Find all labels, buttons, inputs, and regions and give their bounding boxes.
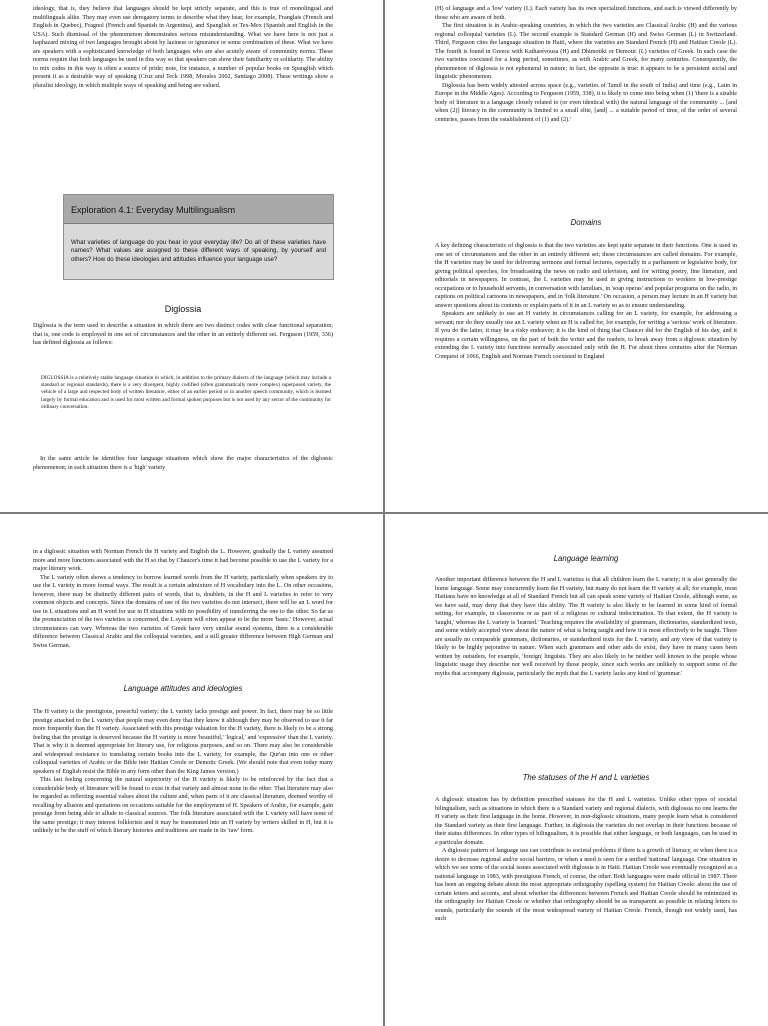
page1-closing-block bbox=[33, 455, 333, 472]
page1-diglossia-block bbox=[33, 304, 333, 314]
page4-paragraph-2: A diglossic situation has by definition prescribed statuses for the H and L varieties. Unlike other types of societal bilingualism, such as situations in which there is a Standard variety and regional dialects, with diglossia no one learns the H variety as their first language in the home. However, in non-diglossic situations, many people learn what is considered the Standard variety as their first language. Further, in diglossia the varieties do not overlap in their functions because of their status differences. In other types of bilingualism, it is possible that either language, or both languages, can be used in a particular domain. bbox=[435, 797, 737, 846]
page3-paragraph-1: in a diglossic situation with Norman French the H variety and English the L. However, gradually the L variety assumed more and more functions associated with the H so that by Chaucer's time it had become possible to use the L variety for a major literary work. bbox=[33, 549, 333, 572]
page4-lower-block bbox=[435, 796, 737, 924]
page3-paragraph-4: This last feeling concerning the natural superiority of the H variety is likely to be reinforced by the fact that a considerable body of literature will be found to exist in that variety and almost none in the other. That literature may also be regarded as reflecting essential values about the culture and, when parts of it are classical literature, deemed worthy of recalling by allusion and quotations on occasions suitable for the employment of H. Speakers of Arabic, for example, gain prestige from being able to allude to classical sources. The folk literature associated with the L variety will have none of the same prestige; it may interest folklorists and it may be transmuted into an H variety by writers skilled in H, but it is unlikely to be the stuff of which literary histories and traditions are made in its 'raw' form. bbox=[33, 777, 333, 834]
page4-heading2-block bbox=[435, 773, 737, 782]
heading-statuses: The statuses of the H and L varieties bbox=[522, 773, 650, 782]
page1-intro-paragraph: ideology, that is, they believe that languages should be kept strictly separate, and this is true of monolingual and multilinguals alike. They may even use derogatory terms to describe what they hear, for example, Franglais (French and English in Quebec), Fragnol (French and Spanish in Argentina), and Spanglish or Tex-Mex (Spanish and English in the USA). Such dismissal of the phenomenon demonstrates serious misunderstanding. What we have here is not just a haphazard mixing of two languages brought about by laziness or ignorance or some combination of these. What we have are speakers with a sophisticated knowledge of both languages who are also acutely aware of community norms. These norms require that both languages be used in this way so that speakers can show their familiarity or solidarity. The ability to mix codes in this way is often a source of pride; note, for instance, a number of popular books on Spanglish which present it as a desirable way of speaking (Cruz and Teck 1998, Morales 2002, Santiago 2008). These writings show a pluralist ideology, in which multiple ways of speaking and being are valued. bbox=[33, 6, 333, 89]
page-top-right bbox=[385, 0, 768, 512]
page2-paragraph-2: The first situation is in Arabic-speaking countries, in which the two varieties are Classical Arabic (H) and the various regional colloquial varieties (L). The second example is Standard German (H) and Swiss German (L) in Switzerland. Third, Ferguson cites the language situation in Haiti, where the varieties are Standard French (H) and Haitian Creole (L). The fourth is found in Greece with Katharévousa (H) and Dhimotiki or Demotic (L) varieties of Greek. In each case the two varieties coexisted for a long period, sometimes, as with Arabic and Greek, for many centuries. Consequently, the phenomenon of diglossia is not ephemeral in nature; in fact, the opposite is true: it appears to be a persistent social and linguistic phenomenon. bbox=[435, 23, 737, 80]
exploration-title: Exploration 4.1: Everyday Multilingualism bbox=[64, 195, 333, 224]
page1-intro-block bbox=[33, 5, 333, 90]
exploration-body: What varieties of language do you hear in your everyday life? Do all of these varieties have names? What values are assigned to these different ways of speaking, by yourself and others? How do these ideologies and attitudes influence your language use? bbox=[71, 239, 326, 263]
page4-upper-block bbox=[435, 576, 737, 678]
diglossia-definition-quote: DIGLOSSIA is a relatively stable language situation in which, in addition to the primary dialects of the language (which may include a standard or regional standards), there is a very divergent, highly codified (often grammatically more complex) superposed variety, the vehicle of a large and respected body of written literature, either of an earlier period or in another speech community, which is learned largely by formal education and is used for most written and formal spoken purposes but is not used by any sector of the community for ordinary conversation. bbox=[41, 375, 331, 410]
page4-paragraph-3: A diglossic pattern of language use can contribute to societal problems if there is a growth of literacy, or when there is a desire to decrease regional and/or social barriers, or when a need is seen for a unified 'national' language. One situation in which we see some of the social issues associated with diglossia is in Haiti. Haitian Creole was eventually recognized as a national language in 1983, with prestigious French, of course, the other. Both languages were made official in 1987. There has been an ongoing debate about the most appropriate orthography (spelling system) for Haitian Creole: about the use of certain letters and accents, and about whether the differences between French and Haitian Creole should be minimized in the orthography for Haitian Creole or whether that orthography should be as transparent as possible in relating letters to sounds, particularly the sounds of the most widespread variety of Haitian Creole. French, though not widely used, has such bbox=[435, 848, 737, 922]
page3-heading-block bbox=[33, 684, 333, 693]
exploration-box bbox=[63, 194, 334, 280]
page4-heading1-block bbox=[435, 554, 737, 563]
page1-closing-paragraph: In the same article he identifies four language situations which show the major characteristics of the diglossic phenomenon; in each situation there is a 'high' variety bbox=[33, 456, 333, 471]
heading-diglossia: Diglossia bbox=[164, 304, 202, 314]
page2-paragraph-3: Diglossia has been widely attested across space (e.g., varieties of Tamil in the south of India) and time (e.g., Latin in Europe in the Middle Ages). According to Ferguson (1959, 338), it is likely to come into being when (1) 'there is a sizable body of literature in a language closely related to (or even identical with) the natural language of the community ... [and when (2)] literacy in the community is limited to a small elite, [and] ... a suitable period of time, of the order of several centuries, passes from the establishment of (1) and (2).' bbox=[435, 82, 737, 123]
page2-paragraph-5: Speakers are unlikely to use an H variety in circumstances calling for an L variety, for example, for addressing a servant; nor do they usually use an L variety when an H is called for, for example, for writing a 'serious' work of literature. If you do the latter, it may be a risky endeavor; it is the kind of thing that Chaucer did for the English of his day, and it requires a certain willingness, on the part of both the writer and the readers, to break away from a diglossic situation by extending the L variety into functions normally associated only with the H. For about three centuries after the Norman Conquest of 1066, English and Norman French coexisted in England bbox=[435, 311, 737, 360]
page2-upper-block bbox=[435, 5, 737, 124]
page2-paragraph-4: A key defining characteristic of diglossia is that the two varieties are kept quite separate in their functions. One is used in one set of circumstances and the other in an entirely different set; these circumstances are called domains. For example, the H varieties may be used for delivering sermons and formal lectures, especially in a parliament or legislative body, for giving political speeches, for broadcasting the news on radio and television, and for writing poetry, fine literature, and editorials in newspapers. In contrast, the L varieties may be used in giving instructions to workers in low-prestige occupations or to household servants, in conversation with familiars, in 'soap operas' and popular programs on the radio, in captions on political cartoons in newspapers, and in 'folk literature.' On occasion, a person may lecture in an H variety but answer questions about its contents or explain parts of it in an L variety so as to ensure understanding. bbox=[435, 243, 737, 309]
page4-paragraph-1: Another important difference between the H and L varieties is that all children learn the L variety; it is also generally the home language. Some may concurrently learn the H variety, but many do not learn the H variety at all; for example, most Haitians have no knowledge at all of Standard French but all can speak some variety of Haitian Creole, although some, as we have said, may deny that they have this ability. The H variety is also likely to be learned in some kind of formal setting, for example, in classrooms or as part of a religious or cultural indoctrination. To that extent, the H variety is 'taught,' whereas the L variety is 'learned.' Teaching requires the availability of grammars, dictionaries, standardized texts, and some widely accepted view about the nature of what is being taught and how it is most effectively to be taught. There are usually no comparable grammars, dictionaries, or standardized texts for the L variety, and any view of that variety is likely to be highly pejorative in nature. When such grammars and other aids do exist, they have in many cases been written by outsiders, for example, 'foreign' linguists. They are also likely to be neither well known to the people whose linguistic usage they describe nor well received by those people, since such works are unlikely to support some of the myths that accompany diglossia, particularly the myth that the L variety lacks any kind of 'grammar.' bbox=[435, 577, 737, 677]
page-bottom-right bbox=[385, 514, 768, 1026]
page3-paragraph-2: The L variety often shows a tendency to borrow learned words from the H variety, particularly when speakers try to use the L variety in more formal ways. The result is a certain admixture of H vocabulary into the L. On other occasions, however, there may be distinctly different pairs of words, that is, doublets, in the H and L varieties to refer to very common objects and concepts. Since the domains of use of the two varieties do not intersect, there will be an L word for use in L situations and an H word for use in H situations with no possibility of transferring the one to the other. So far as the pronunciation of the two varieties is concerned, the L system will often appear to be the more 'basic.' However, actual circumstances can vary. Whereas the two varieties of Greek have very similar sound systems, there is a considerable difference between Classical Arabic and the colloquial varieties, and a still greater difference between High German and Swiss German. bbox=[33, 574, 333, 649]
page2-paragraph-1: (H) of language and a 'low' variety (L). Each variety has its own specialized functions, and each is viewed differently by those who are aware of both. bbox=[435, 6, 737, 21]
page3-paragraph-3: The H variety is the prestigious, powerful variety; the L variety lacks prestige and power. In fact, there may be so little prestige attached to the L variety that people may even deny that they know it although they may be observed to use it far more frequently than the H variety. Associated with this prestige valuation for the H variety, there is likely to be a strong feeling that the prestige is deserved because the H variety is more 'beautiful,' 'logical,' and 'expressive' than the L variety. That is why it is deemed appropriate for literary use, for religious purposes, and so on. There may also be considerable and widespread resistance to translating certain books into the L variety, for example, the Qur'an into one or other colloquial varieties of Arabic or the Bible into Haitian Creole or Demotic Greek. (We should note that even today many speakers of English resist the Bible in any form other than the King James version.) bbox=[33, 709, 333, 775]
page3-lower-block bbox=[33, 708, 333, 836]
heading-language-attitudes: Language attitudes and ideologies bbox=[123, 684, 243, 693]
page2-lower-block bbox=[435, 242, 737, 361]
page-top-left bbox=[0, 0, 383, 512]
page-bottom-left bbox=[0, 514, 383, 1026]
page1-diglossia-intro-block bbox=[33, 322, 333, 348]
heading-language-learning: Language learning bbox=[553, 554, 619, 563]
page3-upper-block bbox=[33, 548, 333, 650]
page2-domains-heading-block bbox=[435, 218, 737, 227]
heading-domains: Domains bbox=[570, 218, 602, 227]
diglossia-intro-paragraph: Diglossia is the term used to describe a situation in which there are two distinct codes with clear functional separation; that is, one code is employed in one set of circumstances and the other in an entirely different set. Ferguson (1959, 336) has defined diglossia as follows: bbox=[33, 323, 333, 346]
